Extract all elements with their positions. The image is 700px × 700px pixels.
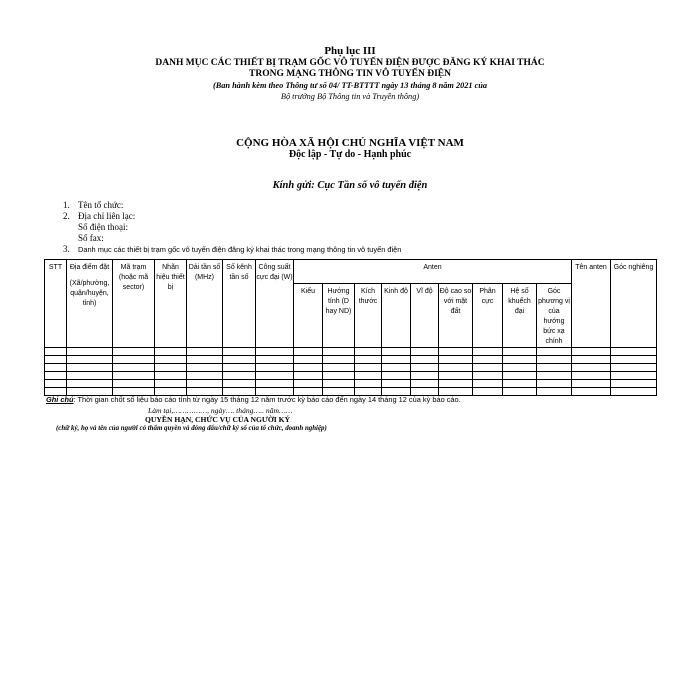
header-channel-count: Số kênh tần số (223, 260, 256, 348)
table-cell (223, 372, 256, 380)
table-cell (473, 356, 503, 364)
table-row (45, 372, 657, 380)
table-cell (503, 372, 537, 380)
table-cell (503, 356, 537, 364)
table-cell (67, 348, 113, 356)
table-cell (355, 356, 382, 364)
table-cell (323, 348, 355, 356)
table-cell (537, 356, 572, 364)
table-cell (256, 372, 294, 380)
table-cell (223, 348, 256, 356)
header-latitude: Vĩ độ (411, 284, 439, 348)
header-frequency-band: Dải tần số (MHz) (187, 260, 223, 348)
place-date-line: Làm tại,……………, ngày…. tháng….. năm…… (148, 406, 293, 415)
recipient-line: Kính gửi: Cục Tần số vô tuyến điện (272, 180, 428, 191)
table-cell (45, 364, 67, 372)
table-cell (537, 364, 572, 372)
table-cell (611, 364, 657, 372)
header-antenna-name: Tên anten (572, 260, 611, 348)
table-cell (294, 348, 323, 356)
header-location (67, 260, 113, 348)
header-location-note: (Xã/phường, quận/huyện, tỉnh) (69, 280, 110, 307)
table-cell (572, 380, 611, 388)
document-title-line-1: DANH MỤC CÁC THIẾT BỊ TRẠM GỐC VÔ TUYẾN ĐIỆN ĐƯỢC ĐĂNG KÝ KHAI THÁC (155, 58, 545, 68)
table-cell (45, 380, 67, 388)
table-cell (355, 372, 382, 380)
document-subtitle-line-1: (Ban hành kèm theo Thông tư số 04/ TT-BTTTT ngày 13 tháng 8 năm 2021 của (212, 81, 488, 90)
table-cell (355, 380, 382, 388)
table-cell (411, 356, 439, 364)
table-cell (503, 364, 537, 372)
table-cell (113, 364, 155, 372)
header-stt: STT (45, 260, 67, 348)
table-cell (611, 380, 657, 388)
table-cell (323, 372, 355, 380)
table-cell (439, 348, 473, 356)
table-cell (294, 372, 323, 380)
table-cell (67, 380, 113, 388)
phone-label: Số điện thoại: (78, 222, 128, 232)
table-cell (411, 364, 439, 372)
table-cell (256, 364, 294, 372)
signer-authority: QUYỀN HẠN, CHỨC VỤ CỦA NGƯỜI KÝ (145, 415, 291, 424)
table-cell (323, 380, 355, 388)
table-cell (611, 348, 657, 356)
field-number-1: 1. (63, 200, 70, 210)
field-number-3: 3. (63, 244, 70, 254)
table-cell (439, 380, 473, 388)
table-body (45, 348, 657, 396)
table-cell (323, 364, 355, 372)
table-cell (223, 356, 256, 364)
table-cell (537, 388, 572, 396)
table-cell (155, 364, 187, 372)
table-cell (45, 356, 67, 364)
header-antenna-type: Kiểu (294, 284, 323, 348)
table-cell (439, 356, 473, 364)
table-cell (113, 356, 155, 364)
device-list-intro: Danh mục các thiết bị trạm gốc vô tuyến điện đăng ký khai thác trong mạng thông tin vô tuyến điện (78, 245, 402, 254)
table-cell (294, 356, 323, 364)
table-cell (187, 348, 223, 356)
table-cell (503, 388, 537, 396)
table-cell (155, 380, 187, 388)
header-antenna-directivity: Hướng tính (D hay ND) (323, 284, 355, 348)
table-cell (113, 380, 155, 388)
table-cell (256, 356, 294, 364)
table-cell (411, 380, 439, 388)
header-antenna: Anten (294, 260, 572, 284)
table-cell (355, 364, 382, 372)
table-cell (537, 372, 572, 380)
table-cell (411, 372, 439, 380)
table-cell (113, 348, 155, 356)
table-cell (355, 348, 382, 356)
table-cell (473, 380, 503, 388)
table-cell (294, 364, 323, 372)
table-cell (473, 388, 503, 396)
header-gain: Hệ số khuếch đại (503, 284, 537, 348)
table-cell (572, 356, 611, 364)
note-text: : Thời gian chốt số liệu báo cáo tính từ ngày 15 tháng 12 năm trước kỳ báo cáo đến ngày 14 tháng 12 của kỳ báo cáo. (73, 395, 461, 404)
table-cell (411, 348, 439, 356)
table-cell (537, 348, 572, 356)
table-cell (382, 380, 411, 388)
contact-address-label: Địa chỉ liên lạc: (78, 211, 136, 221)
table-row (45, 380, 657, 388)
table-cell (187, 380, 223, 388)
base-station-table (44, 259, 657, 396)
signature-instruction: (chữ ký, họ và tên của người có thẩm quyền và đóng dấu/chữ ký số của tổ chức, doanh nghiệp) (56, 425, 327, 432)
table-cell (155, 372, 187, 380)
table-cell (323, 356, 355, 364)
table-cell (537, 380, 572, 388)
header-tilt: Góc nghiêng (611, 260, 657, 348)
table-cell (67, 356, 113, 364)
table-cell (45, 372, 67, 380)
header-longitude: Kinh độ (382, 284, 411, 348)
table-cell (113, 372, 155, 380)
table-cell (256, 348, 294, 356)
table-cell (382, 348, 411, 356)
table-cell (155, 348, 187, 356)
table-cell (187, 356, 223, 364)
nation-name: CỘNG HÒA XÃ HỘI CHỦ NGHĨA VIỆT NAM (236, 137, 464, 149)
national-motto: Độc lập - Tự do - Hạnh phúc (288, 149, 412, 160)
table-cell (155, 356, 187, 364)
fax-label: Số fax: (78, 233, 104, 243)
table-cell (572, 388, 611, 396)
table-cell (187, 372, 223, 380)
organization-name-label: Tên tổ chức: (78, 200, 124, 210)
table-cell (473, 348, 503, 356)
table-cell (439, 372, 473, 380)
table-cell (67, 364, 113, 372)
table-cell (611, 388, 657, 396)
document-title-line-2: TRONG MẠNG THÔNG TIN VÔ TUYẾN ĐIỆN (249, 69, 451, 79)
header-polarization: Phân cực (473, 284, 503, 348)
header-location-label: Địa điểm đặt (69, 264, 110, 271)
table-cell (572, 348, 611, 356)
table-cell (382, 356, 411, 364)
table-cell (611, 372, 657, 380)
table-cell (382, 364, 411, 372)
table-cell (473, 372, 503, 380)
table-cell (223, 364, 256, 372)
table-cell (187, 364, 223, 372)
table-cell (223, 380, 256, 388)
table-cell (503, 380, 537, 388)
header-height: Độ cao so với mặt đất (439, 284, 473, 348)
table-cell (67, 372, 113, 380)
header-antenna-size: Kích thước (355, 284, 382, 348)
table-row (45, 356, 657, 364)
note-line (46, 395, 461, 404)
header-device-model: Nhãn hiệu thiết bị (155, 260, 187, 348)
document-subtitle-line-2: Bộ trưởng Bộ Thông tin và Truyền thông) (280, 92, 420, 101)
appendix-title: Phụ lục III (324, 45, 376, 57)
table-cell (294, 380, 323, 388)
table-cell (572, 372, 611, 380)
table-cell (256, 380, 294, 388)
field-number-2: 2. (63, 211, 70, 221)
table-cell (382, 372, 411, 380)
header-power: Công suất cực đại (W) (256, 260, 294, 348)
table-row (45, 348, 657, 356)
table-cell (572, 364, 611, 372)
table-cell (503, 348, 537, 356)
table-row (45, 364, 657, 372)
header-azimuth: Góc phương vị của hướng bức xạ chính (537, 284, 572, 348)
table-cell (473, 364, 503, 372)
table-cell (611, 356, 657, 364)
note-label: Ghi chú (46, 395, 74, 404)
table-cell (45, 348, 67, 356)
table-cell (439, 364, 473, 372)
header-station-code: Mã trạm (hoặc mã sector) (113, 260, 155, 348)
